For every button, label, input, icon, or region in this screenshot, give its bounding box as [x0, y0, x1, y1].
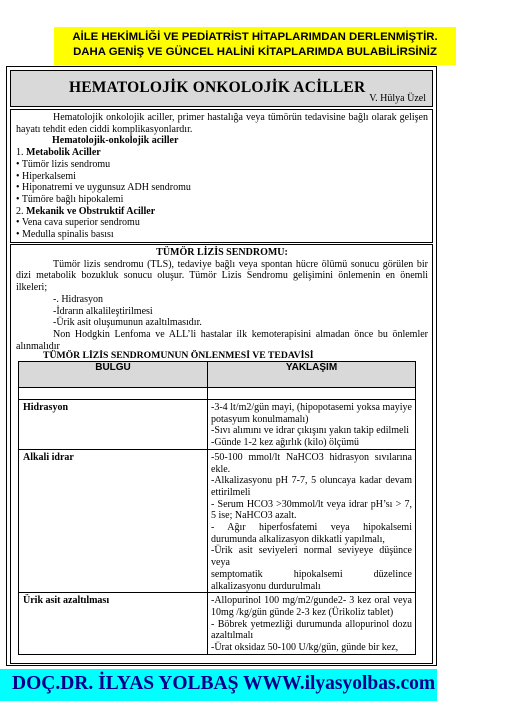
cell-line: -50-100 mmol/lt NaHCO3 hidrasyon sıvılarına ekle. [211, 451, 412, 475]
cell-line: - Böbrek yetmezliği durumunda allopurinol dozu azaltılmalı [211, 618, 412, 642]
row-content [208, 449, 416, 592]
document-frame [6, 66, 437, 666]
list-item: • Tümör lizis sendromu [16, 158, 111, 170]
prevention-table [18, 361, 416, 655]
top-banner [54, 27, 456, 65]
list-item: • Hiponatremi ve uygunsuz ADH sendromu [16, 182, 191, 194]
cell-line: - Ağır hiperfosfatemi veya hipokalsemi durumunda alkalizasyon dikkatli yapılmalı, [211, 522, 412, 545]
cell-line: -Ürik asit seviyeleri normal seviyeye düşünce veya [211, 545, 412, 569]
cell-line: -Alkalizasyonu pH 7-7, 5 oluncaya kadar devam ettirilmeli [211, 475, 412, 498]
group1-number: 1. [16, 147, 24, 159]
list-item: • Vena cava superior sendromu [16, 217, 140, 229]
list-item: • Medulla spinalis basısı [16, 229, 114, 241]
page-title: HEMATOLOJİK ONKOLOJİK ACİLLER [69, 79, 366, 96]
row-content [208, 400, 416, 450]
author-name: V. Hülya Üzel [369, 93, 426, 104]
row-content [208, 593, 416, 655]
group2-number: 2. [16, 205, 24, 217]
cell-line: -Ürat oksidaz 50-100 U/kg/gün, günde bir kez, [211, 642, 399, 654]
top-banner-line1: AİLE HEKİMLİĞİ VE PEDİATRİST HİTAPLARIMDAN DERLENMİŞTİR. [72, 31, 438, 43]
table-spacer-row [19, 388, 416, 400]
row-label: Alkali idrar [19, 449, 208, 592]
column-header-yaklasim: YAKLAŞIM [208, 362, 416, 388]
group1-heading [16, 147, 428, 159]
table-row [19, 449, 416, 592]
row-label: Hidrasyon [19, 400, 208, 450]
column-header-bulgu: BULGU [19, 362, 208, 388]
group2-heading [16, 206, 428, 218]
tls-item: -. Hidrasyon [53, 293, 103, 305]
cell-line: -Allopurinol 100 mg/m2/gunde2- 3 kez oral veya 10mg /kg/gün günde 2-3 kez (Ürikoliz tablet) [211, 595, 412, 618]
cell-line: -Sıvı alımını ve idrar çıkışını yakın takip edilmeli [211, 425, 410, 437]
table-title: TÜMÖR LİZİS SENDROMUNUN ÖNLENMESİ VE TEDAVİSİ [43, 350, 314, 361]
list-item: • Hiperkalsemi [16, 170, 76, 182]
top-banner-line2: DAHA GENİŞ VE GÜNCEL HALİNİ KİTAPLARIMDA BULABİLİRSİNİZ [73, 46, 437, 58]
cell-line: -Günde 1-2 kez ağırlık (kilo) ölçümü [211, 437, 360, 449]
title-box [10, 70, 433, 107]
row-label: Ürik asit azaltılması [19, 593, 208, 655]
cell-line: - Serum HCO3 >30mmol/lt veya idrar pH’sı > 7, 5 ise; NaHCO3 azalt. [211, 498, 412, 522]
cell-line: -3-4 lt/m2/gün mayi, (hipopotasemi yoksa mayiye potasyum konulmamalı) [211, 402, 412, 425]
intro-heading: Hematolojik-onkolojik aciller [52, 135, 179, 147]
tls-paragraph: Tümör lizis sendromu (TLS), tedaviye bağlı veya spontan hücre ölümü sonucu görülen bir dizi metabolik bozukluk sonucu oluşur. Tümör Lizis Sendromu gelişimini önlemenin en önemli ilkeleri; [16, 258, 428, 294]
intro-paragraph: Hematolojik onkolojik aciller, primer hastalığa veya tümörün tedavisine bağlı olarak gelişen hayatı tehdit eden ciddi komplikasyonlardır. [16, 112, 428, 135]
intro-section [10, 109, 433, 243]
table-row [19, 593, 416, 655]
tls-item: -Ürik asit oluşumunun azaltılmasıdır. [53, 317, 202, 329]
tls-item: -İdrarın alkalileştirilmesi [53, 305, 153, 317]
cell-line: semptomatik hipokalsemi düzelince alkalizasyonu durdurulmalı [211, 568, 412, 592]
group1-title: Metabolik Aciller [26, 147, 101, 159]
table-row [19, 400, 416, 450]
bottom-banner: DOÇ.DR. İLYAS YOLBAŞ WWW.ilyasyolbas.com [0, 669, 437, 701]
tls-title: TÜMÖR LİZİS SENDROMU: [156, 247, 288, 258]
group2-title: Mekanik ve Obstruktif Aciller [26, 205, 156, 217]
list-item: • Tümöre bağlı hipokalemi [16, 193, 124, 205]
tls-note: Non Hodgkin Lenfoma ve ALL’li hastalar ilk kemoterapisini almadan önce bu önlemler alınmalıdır [16, 328, 428, 352]
